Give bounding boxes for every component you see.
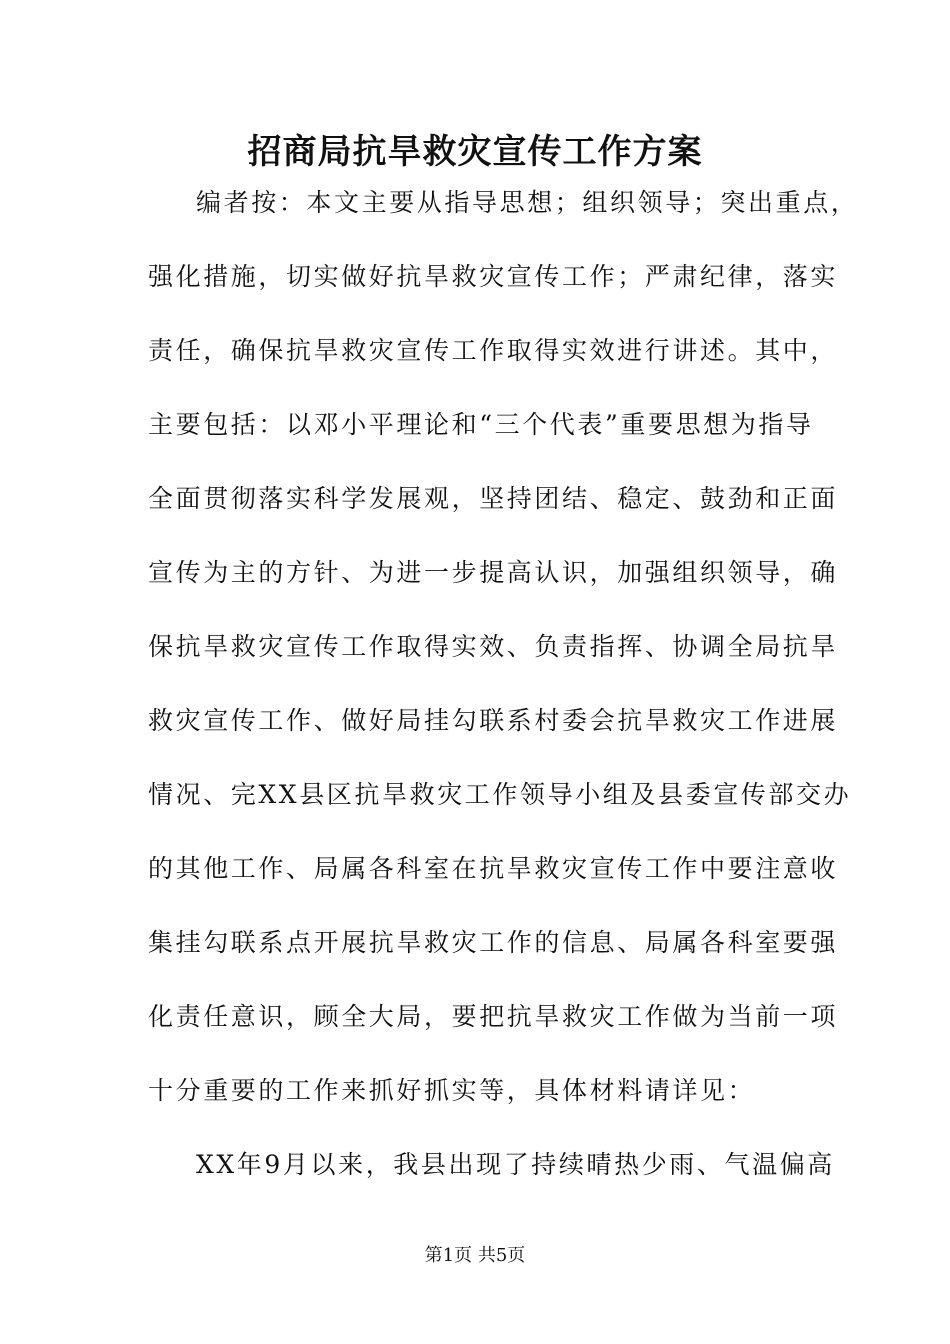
paragraph-line-10: 的其他工作、局属各科室在抗旱救灾宣传工作中要注意收	[148, 854, 839, 883]
paragraph-line-3: 责任，确保抗旱救灾宣传工作取得实效进行讲述。其中，	[148, 336, 839, 365]
paragraph-line-1: 编者按：本文主要从指导思想；组织领导；突出重点，	[196, 188, 859, 217]
paragraph-line-6: 宣传为主的方针、为进一步提高认识，加强组织领导，确	[148, 558, 839, 587]
document-title: 招商局抗旱救灾宣传工作方案	[247, 132, 703, 172]
paragraph-line-5: 全面贯彻落实科学发展观，坚持团结、稳定、鼓劲和正面	[148, 484, 839, 513]
paragraph-line-14: XX年9月以来，我县出现了持续晴热少雨、气温偏高	[196, 1150, 835, 1179]
page-number-footer: 第1页 共5页	[424, 1245, 526, 1266]
paragraph-line-9: 情况、完XX县区抗旱救灾工作领导小组及县委宣传部交办	[148, 780, 852, 809]
paragraph-line-12: 化责任意识，顾全大局，要把抗旱救灾工作做为当前一项	[148, 1002, 839, 1031]
paragraph-line-13: 十分重要的工作来抓好抓实等，具体材料请详见：	[148, 1076, 756, 1105]
paragraph-line-7: 保抗旱救灾宣传工作取得实效、负责指挥、协调全局抗旱	[148, 632, 839, 661]
paragraph-line-11: 集挂勾联系点开展抗旱救灾工作的信息、局属各科室要强	[148, 928, 839, 957]
paragraph-line-8: 救灾宣传工作、做好局挂勾联系村委会抗旱救灾工作进展	[148, 706, 839, 735]
paragraph-line-4: 主要包括：以邓小平理论和“三个代表”重要思想为指导	[148, 410, 814, 439]
paragraph-line-2: 强化措施，切实做好抗旱救灾宣传工作；严肃纪律，落实	[148, 262, 839, 291]
